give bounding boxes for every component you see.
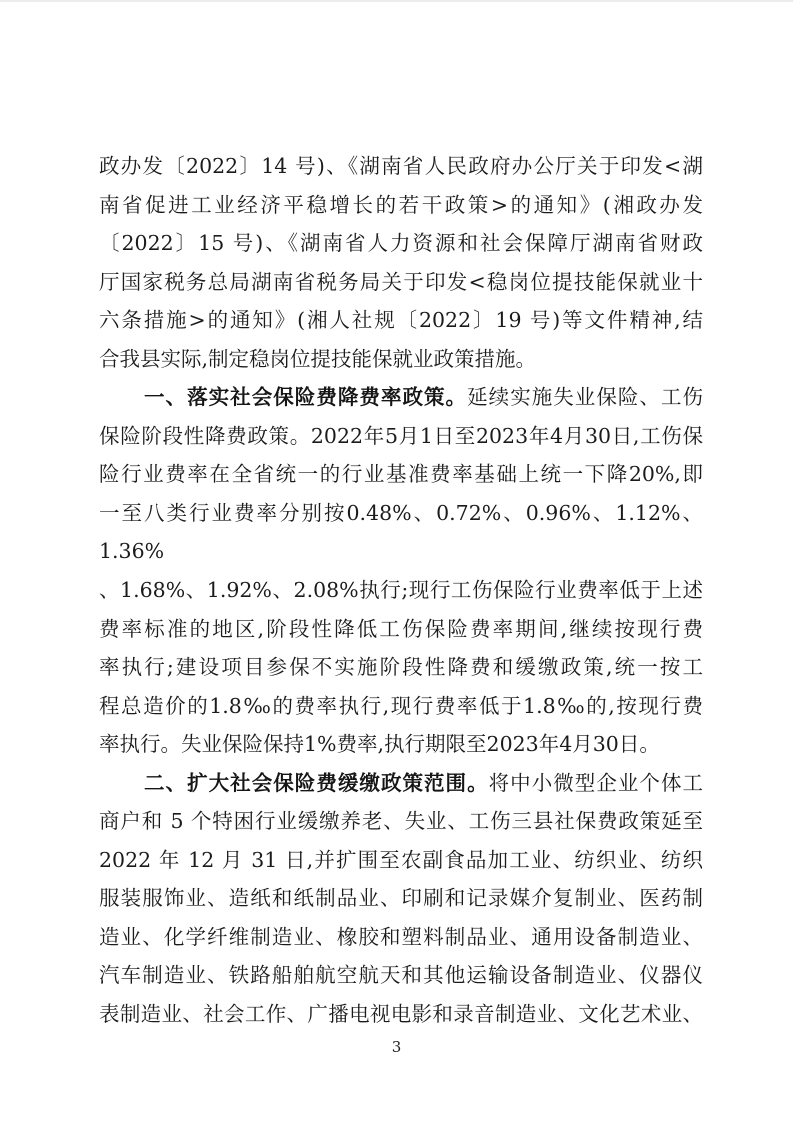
text-line: 服装服饰业、造纸和纸制品业、印刷和记录媒介复制业、医药制 <box>99 886 703 911</box>
text-line: 保险阶段性降费政策。2022年5月1日至2023年4月30日,工伤保 <box>99 423 703 448</box>
section-heading: 一、落实社会保险费降费率政策。 <box>144 385 468 410</box>
text-line: 厅国家税务总局湖南省税务局关于印发<稳岗位提技能保就业十 <box>99 269 703 294</box>
text-line: 汽车制造业、铁路船舶航空航天和其他运输设备制造业、仪器仪 <box>99 963 703 988</box>
text-line: 表制造业、社会工作、广播电视电影和录音制造业、文化艺术业、 <box>99 1002 703 1027</box>
text-line: 程总造价的1.8‰的费率执行,现行费率低于1.8‰的,按现行费 <box>99 693 703 718</box>
page-top-edge <box>0 0 793 2</box>
text-line: 二、扩大社会保险费缓缴政策范围。将中小微型企业个体工 <box>144 770 704 795</box>
text-line: 一、落实社会保险费降费率政策。延续实施失业保险、工伤 <box>144 385 704 410</box>
text-line: 2022 年 12 月 31 日,并扩围至农副食品加工业、纺织业、纺织 <box>99 847 703 872</box>
text-line: 〔2022〕15 号)、《湖南省人力资源和社会保障厅湖南省财政 <box>99 231 703 256</box>
text-line: 政办发〔2022〕14 号)、《湖南省人民政府办公厅关于印发<湖 <box>99 154 703 178</box>
text-line: 造业、化学纤维制造业、橡胶和塑料制品业、通用设备制造业、 <box>99 924 703 949</box>
text-line: 六条措施>的通知》(湘人社规〔2022〕19 号)等文件精神,结 <box>99 308 703 333</box>
section-heading: 二、扩大社会保险费缓缴政策范围。 <box>144 770 489 795</box>
text-line: 合我县实际,制定稳岗位提技能保就业政策措施。 <box>99 346 537 371</box>
page-number: 3 <box>391 1038 402 1056</box>
text-line: 商户和 5 个特困行业缓缴养老、失业、工伤三县社保费政策延至 <box>99 809 703 834</box>
text-line: 险行业费率在全省统一的行业基准费率基础上统一下降20%,即 <box>99 462 703 487</box>
text-line: 南省促进工业经济平稳增长的若干政策>的通知》(湘政办发 <box>99 192 703 217</box>
text-line: 率执行。失业保险保持1%费率,执行期限至2023年4月30日。 <box>99 732 660 757</box>
document-body <box>99 147 703 1034</box>
text-line: 一至八类行业费率分别按0.48%、0.72%、0.96%、1.12%、1.36% <box>99 500 703 564</box>
text-line: 费率标准的地区,阶段性降低工伤保险费率期间,继续按现行费 <box>99 616 703 641</box>
text-line: 率执行;建设项目参保不实施阶段性降费和缓缴政策,统一按工 <box>99 655 703 680</box>
text-line: 、1.68%、1.92%、2.08%执行;现行工伤保险行业费率低于上述 <box>99 578 703 603</box>
